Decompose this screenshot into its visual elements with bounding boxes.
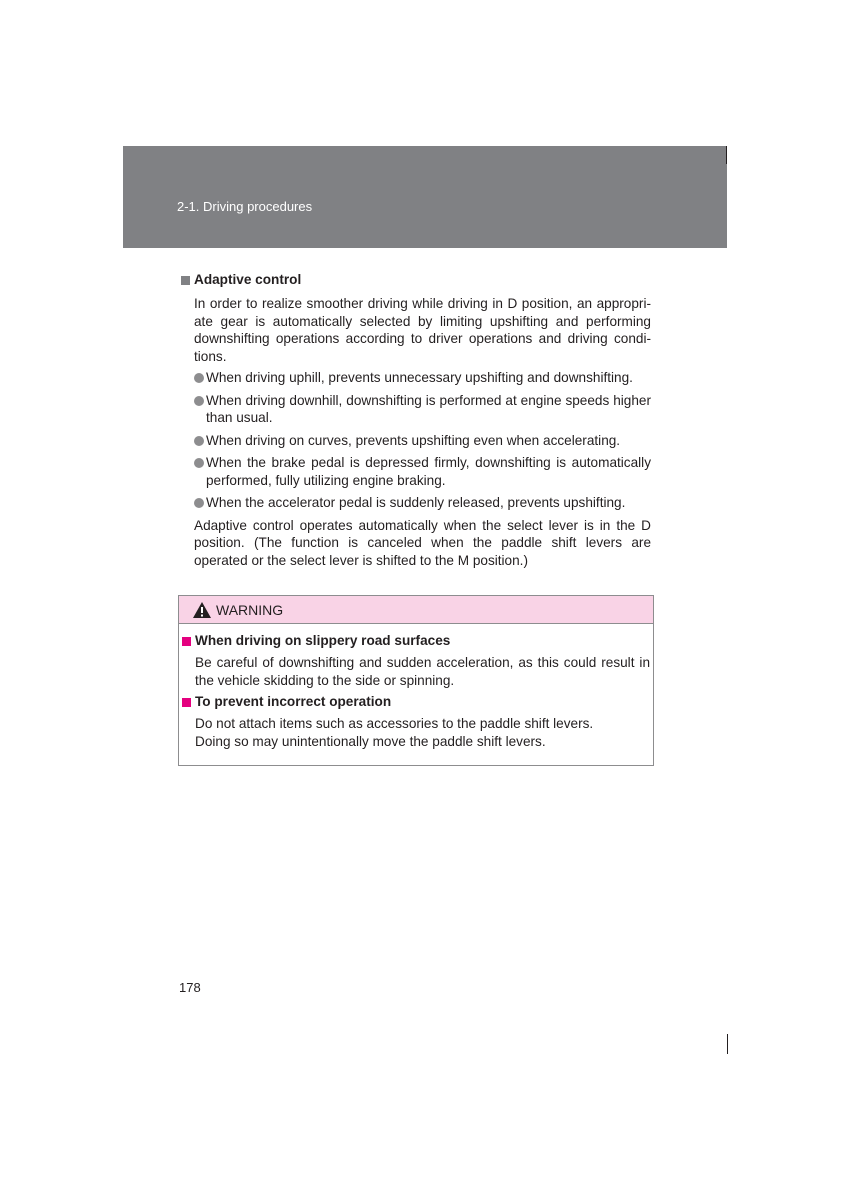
warning-body [179,624,653,750]
header-band [123,146,727,248]
list-item: When driving downhill, downshifting is performed at engine speeds higher than usual. [194,392,651,427]
warning-box [178,595,654,766]
section-title: 2-1. Driving procedures [177,199,313,214]
adaptive-note: Adaptive control operates automatically when the select lever is in the D position. (The function is canceled when the paddle shift levers are operated or the select lever is shifted to the M position.) [194,517,651,568]
square-bullet-icon [182,698,191,707]
warning-item-heading: When driving on slippery road surfaces [182,632,650,650]
warning-header [179,596,653,624]
main-content [181,271,651,569]
list-item: When driving uphill, prevents unnecessary upshifting and downshifting. [194,369,651,387]
circle-bullet-icon [194,396,204,406]
warning-triangle-icon [192,601,212,619]
circle-bullet-icon [194,436,204,446]
circle-bullet-icon [194,373,204,383]
square-bullet-icon [182,637,191,646]
adaptive-intro: In order to realize smoother driving while driving in D position, an appropri-ate gear is automatically selected by limiting upshifting and performing downshifting operations according to driver operations and driving condi-tions. [194,296,651,364]
warning-item-text: Do not attach items such as accessories to the paddle shift levers. Doing so may unintentionally move the paddle shift levers. [195,716,594,749]
list-item: When the accelerator pedal is suddenly released, prevents upshifting. [194,494,651,512]
page-edge-mark [727,1034,728,1054]
header-tick [726,146,727,164]
page-number: 178 [179,980,201,995]
warning-item-text: Be careful of downshifting and sudden acceleration, as this could result in the vehicle skidding to the side or spinning. [195,655,650,688]
list-item: When driving on curves, prevents upshifting even when accelerating. [194,432,651,450]
heading-text: Adaptive control [194,272,302,287]
circle-bullet-icon [194,458,204,468]
warning-title: WARNING [216,601,284,618]
warning-item-heading: To prevent incorrect operation [182,693,650,711]
adaptive-bullet-list [194,369,651,512]
adaptive-control-heading [181,271,651,289]
list-item: When the brake pedal is depressed firmly, downshifting is automatically performed, fully utilizing engine braking. [194,454,651,489]
square-bullet-icon [181,276,190,285]
circle-bullet-icon [194,498,204,508]
